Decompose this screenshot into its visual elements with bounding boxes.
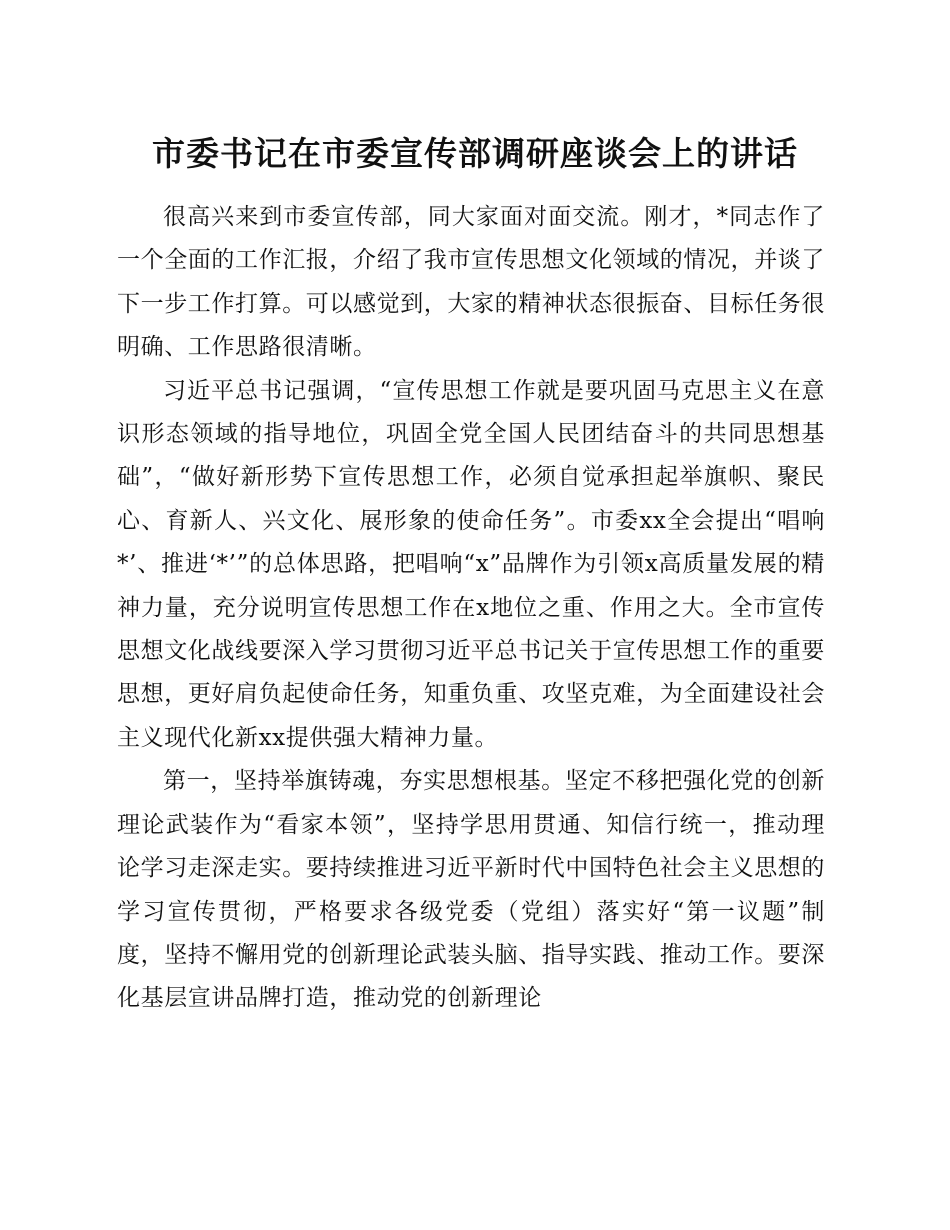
paragraph-first-point: 第一，坚持举旗铸魂，夯实思想根基。坚定不移把强化党的创新理论武装作为“看家本领”，坚持学思用贯通、知信行统一，推动理论学习走深走实。要持续推进习近平新时代中国特色社会主义思想的学习宣传贯彻，严格要求各级党委（党组）落实好“第一议题”制度，坚持不懈用党的创新理论武装头脑、指导实践、推动工作。要深化基层宣讲品牌打造，推动党的创新理论 [117, 768, 825, 1012]
document-body [117, 196, 825, 1021]
document-title: 市委书记在市委宣传部调研座谈会上的讲话 [152, 134, 798, 173]
paragraph-quote: 习近平总书记强调，“宣传思想工作就是要巩固马克思主义在意识形态领域的指导地位，巩固全党全国人民团结奋斗的共同思想基础”，“做好新形势下宣传思想工作，必须自觉承担起举旗帜、聚民心、育新人、兴文化、展形象的使命任务”。市委xx全会提出“唱响*’、推进‘*’”的总体思路，把唱响“x”品牌作为引领x高质量发展的精神力量，充分说明宣传思想工作在x地位之重、作用之大。全市宣传思想文化战线要深入学习贯彻习近平总书记关于宣传思想工作的重要思想，更好肩负起使命任务，知重负重、攻坚克难，为全面建设社会主义现代化新xx提供强大精神力量。 [117, 377, 825, 751]
paragraph-intro: 很高兴来到市委宣传部，同大家面对面交流。刚才，*同志作了一个全面的工作汇报，介绍了我市宣传思想文化领域的情况，并谈了下一步工作打算。可以感觉到，大家的精神状态很振奋、目标任务很明确、工作思路很清晰。 [117, 204, 825, 361]
